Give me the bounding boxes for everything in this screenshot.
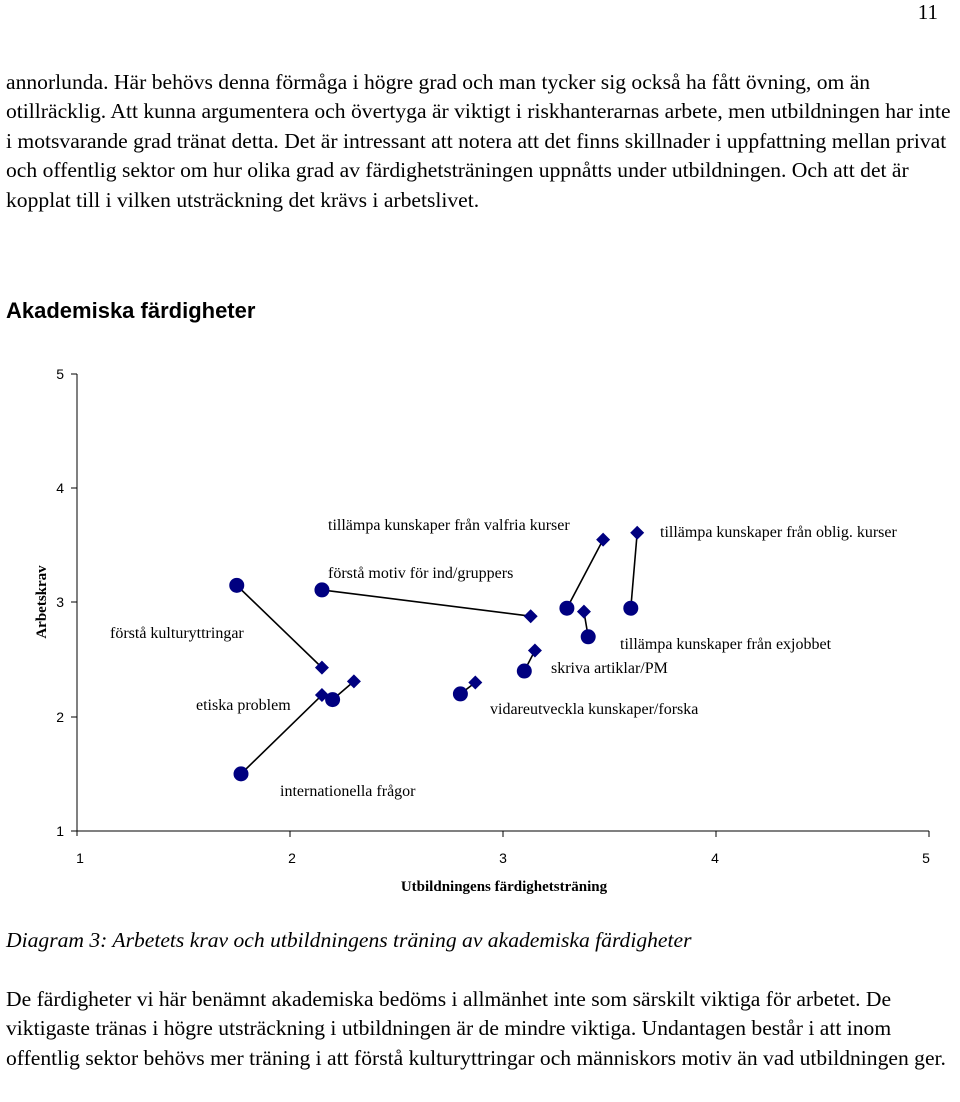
circle-marker (229, 578, 244, 593)
y-axis-label: Arbetskrav (34, 565, 50, 639)
x-tick-label: 5 (922, 850, 930, 866)
diamond-marker (468, 675, 482, 689)
x-tick-label: 2 (288, 850, 296, 866)
circle-marker (623, 601, 638, 616)
circle-marker (581, 629, 596, 644)
x-tick-label: 4 (711, 850, 719, 866)
connector-line (237, 585, 322, 667)
point-label: tillämpa kunskaper från valfria kurser (328, 517, 570, 534)
y-tick-label: 5 (56, 366, 64, 382)
point-label: tillämpa kunskaper från exjobbet (620, 636, 832, 653)
x-tick-label: 3 (499, 850, 507, 866)
point-label: förstå motiv för ind/gruppers (328, 565, 514, 582)
point-label: skriva artiklar/PM (551, 660, 668, 677)
figure-caption: Diagram 3: Arbetets krav och utbildningens träning av akademiska färdigheter (6, 928, 692, 952)
circle-marker (517, 664, 532, 679)
connector-line (631, 533, 637, 608)
diamond-marker (524, 609, 538, 623)
diamond-marker (596, 533, 610, 547)
connector-line (322, 590, 531, 616)
y-axis (34, 366, 77, 839)
diamond-marker (630, 526, 644, 540)
body-paragraph-1: annorlunda. Här behövs denna förmåga i högre grad och man tycker sig också ha fått övning, om än otillräcklig. Att kunna argumentera och övertyga är viktigt i riskhanterarnas arbete, men utbildningen har inte i motsvarande grad tränat detta. Det är intressant att notera att det finns skillnader i uppfattning mellan privat och offentlig sektor om hur olika grad av färdighetsträningen uppnåtts under utbildningen. Och att det är kopplat till i vilken utsträckning det krävs i arbetslivet. (6, 70, 951, 212)
connector-line (567, 540, 603, 609)
x-tick-label: 1 (76, 850, 84, 866)
circle-marker (453, 686, 468, 701)
point-label: vidareutveckla kunskaper/forska (490, 701, 699, 718)
point-label: förstå kulturyttringar (110, 625, 244, 642)
y-tick-label: 2 (56, 709, 64, 725)
diamond-marker (577, 605, 591, 619)
circle-marker (314, 582, 329, 597)
page-number: 11 (917, 0, 938, 24)
y-tick-label: 4 (56, 480, 64, 496)
scatter-chart (0, 352, 960, 912)
point-label: etiska problem (196, 697, 291, 714)
x-axis-label: Utbildningens färdighetsträning (400, 879, 608, 895)
diamond-marker (528, 643, 542, 657)
y-tick-label: 3 (56, 594, 64, 610)
y-tick-label: 1 (56, 823, 64, 839)
x-axis (76, 831, 930, 895)
circle-marker (234, 766, 249, 781)
circle-marker (559, 601, 574, 616)
point-label: internationella frågor (280, 783, 416, 800)
body-paragraph-2: De färdigheter vi här benämnt akademiska bedöms i allmänhet inte som särskilt viktiga för arbetet. De viktigaste tränas i högre utsträckning i utbildningen är de mindre viktiga. Undantagen består i att inom offentlig sektor behövs mer träning i att förstå kulturyttringar och människors motiv än vad utbildningen ger. (6, 987, 946, 1070)
circle-marker (325, 692, 340, 707)
point-labels (110, 517, 897, 800)
chart-title: Akademiska färdigheter (6, 298, 256, 323)
point-label: tillämpa kunskaper från oblig. kurser (660, 524, 897, 541)
